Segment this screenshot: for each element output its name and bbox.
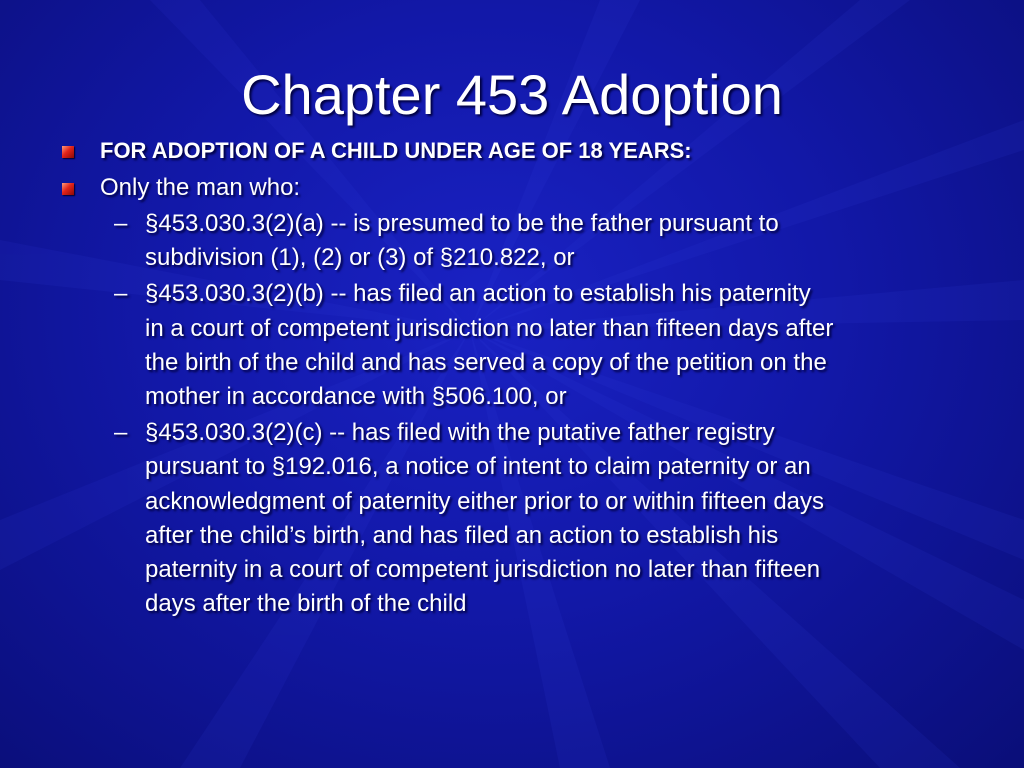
- sub-item-line: subdivision (1), (2) or (3) of §210.822, or: [145, 244, 575, 272]
- bullet-text: Only the man who:: [100, 174, 301, 201]
- sub-item-line: paternity in a court of competent jurisdiction no later than fifteen: [145, 556, 821, 584]
- sub-item-453-c: [114, 416, 982, 621]
- sub-item-453-b: [114, 277, 982, 414]
- sub-item-line: days after the birth of the child: [145, 590, 467, 618]
- sub-item-line: pursuant to §192.016, a notice of intent to claim paternity or an: [145, 453, 811, 481]
- sub-item-line: after the child’s birth, and has filed an action to establish his: [145, 521, 779, 549]
- sub-item-line: §453.030.3(2)(c) -- has filed with the putative father registry: [145, 419, 775, 447]
- dash-icon: –: [114, 419, 128, 447]
- sub-item-453-a: [114, 207, 982, 275]
- slide-body: [62, 134, 982, 621]
- sub-item-line: the birth of the child and has served a copy of the petition on the: [145, 348, 827, 376]
- slide-title: Chapter 453 Adoption: [241, 63, 783, 126]
- sub-item-line: mother in accordance with §506.100, or: [145, 383, 567, 411]
- sub-item-line: in a court of competent jurisdiction no later than fifteen days after: [145, 314, 834, 342]
- bullet-item-adoption-heading: [62, 134, 982, 168]
- sub-item-line: §453.030.3(2)(b) -- has filed an action to establish his paternity: [145, 280, 811, 308]
- sub-item-line: acknowledgment of paternity either prior to or within fifteen days: [145, 487, 825, 515]
- square-bullet-icon: [62, 146, 74, 158]
- dash-icon: –: [114, 210, 128, 237]
- sub-item-line: §453.030.3(2)(a) -- is presumed to be the father pursuant to: [145, 210, 779, 237]
- square-bullet-icon: [62, 183, 74, 195]
- bullet-text: FOR ADOPTION OF A CHILD UNDER AGE OF 18 YEARS:: [100, 138, 692, 163]
- dash-icon: –: [114, 280, 128, 308]
- bullet-item-only-the-man: [62, 171, 982, 205]
